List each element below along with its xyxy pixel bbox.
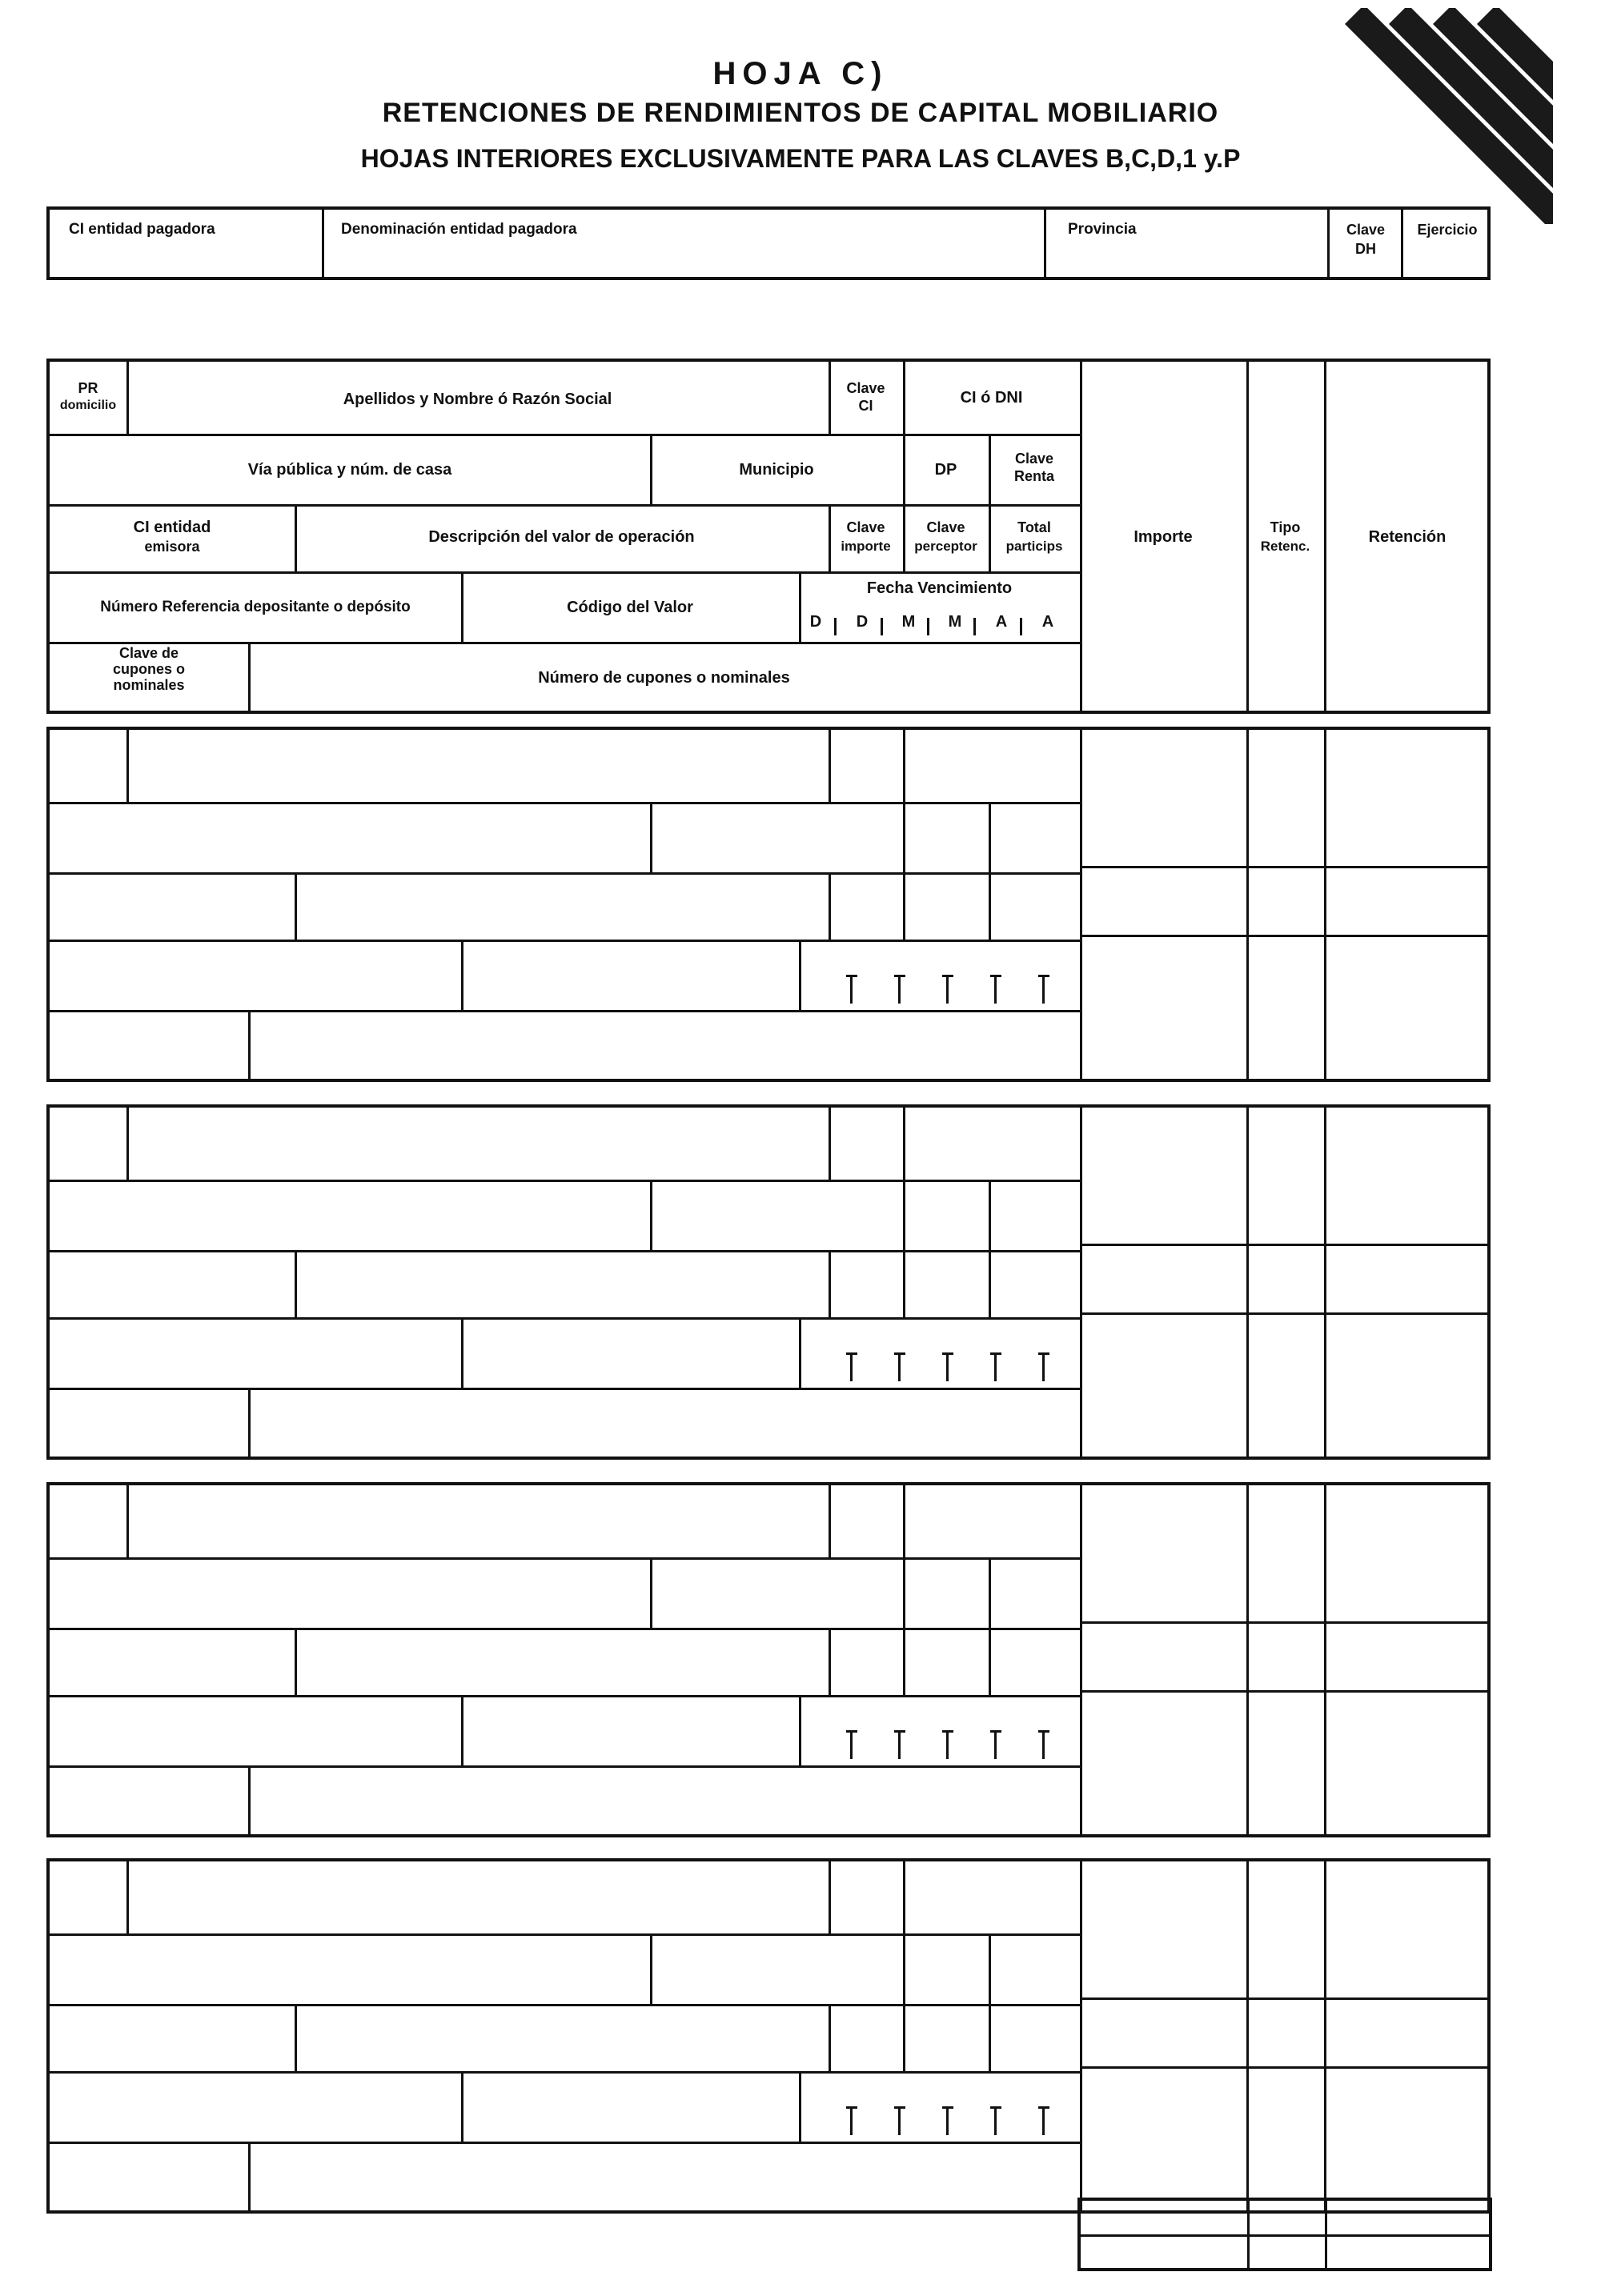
grid-line-vertical bbox=[650, 1933, 652, 2004]
numero-referencia-label: Número Referencia depositante o depósito bbox=[100, 599, 411, 615]
date-tick bbox=[946, 975, 949, 1004]
grid-line-vertical bbox=[461, 2071, 463, 2142]
clave-cupones-label-2: cupones o bbox=[112, 661, 185, 677]
grid-line-vertical bbox=[903, 1180, 905, 1250]
date-tick bbox=[850, 975, 853, 1004]
form-title: HOJA C) bbox=[712, 56, 889, 91]
grid-line-vertical bbox=[1246, 1108, 1249, 1460]
grid-line-vertical bbox=[829, 1485, 831, 1557]
grid-line-vertical bbox=[903, 1485, 905, 1557]
grid-line-vertical bbox=[903, 1628, 905, 1695]
grid-line-vertical bbox=[903, 872, 905, 940]
grid-line-vertical bbox=[989, 802, 991, 872]
date-letter-d2: D bbox=[856, 613, 869, 631]
grid-line-horizontal bbox=[50, 802, 1080, 804]
grid-line-vertical bbox=[295, 1628, 297, 1695]
grid-line-vertical bbox=[903, 1933, 905, 2004]
grid-line-vertical bbox=[650, 1557, 652, 1628]
grid-line-vertical bbox=[1080, 1485, 1082, 1837]
date-tick bbox=[994, 975, 997, 1004]
grid-line-vertical bbox=[126, 1861, 129, 1933]
grid-line-vertical bbox=[799, 2071, 801, 2142]
grid-line-horizontal bbox=[1080, 2066, 1491, 2069]
dp-label: DP bbox=[934, 461, 957, 479]
grid-line-horizontal bbox=[50, 1250, 1080, 1252]
municipio-label: Municipio bbox=[739, 461, 814, 479]
grid-line-vertical bbox=[829, 872, 831, 940]
grid-line-vertical bbox=[1246, 1861, 1249, 2214]
date-tick bbox=[850, 1352, 853, 1381]
grid-line-horizontal bbox=[50, 940, 1080, 942]
clave-dh-label-1: Clave bbox=[1346, 222, 1386, 238]
via-publica-label: Vía pública y núm. de casa bbox=[247, 461, 452, 479]
codigo-valor-label: Código del Valor bbox=[567, 599, 693, 616]
grid-line-vertical bbox=[1080, 1861, 1082, 2214]
date-tick bbox=[898, 1730, 901, 1759]
grid-line-horizontal bbox=[50, 1557, 1080, 1560]
grid-line-vertical bbox=[295, 872, 297, 940]
grid-line-horizontal bbox=[50, 1628, 1080, 1630]
grid-line-horizontal bbox=[1080, 866, 1491, 868]
grid-line-horizontal bbox=[1080, 1690, 1491, 1693]
tipo-label-1: Tipo bbox=[1270, 519, 1301, 535]
form-instruction: HOJAS INTERIORES EXCLUSIVAMENTE PARA LAS CLAVES B,C,D,1 y.P bbox=[360, 144, 1241, 173]
grid-line-horizontal bbox=[1080, 1244, 1491, 1246]
date-tick bbox=[1042, 1352, 1045, 1381]
ci-emisora-label-2: emisora bbox=[144, 539, 200, 555]
total-label-1: Total bbox=[1017, 519, 1051, 535]
grid-line-vertical bbox=[1324, 1861, 1326, 2214]
grid-line-vertical bbox=[989, 872, 991, 940]
grid-line-horizontal bbox=[50, 2004, 1080, 2006]
date-tick bbox=[898, 2106, 901, 2135]
grid-line-vertical bbox=[799, 940, 801, 1010]
date-tick bbox=[1042, 975, 1045, 1004]
grid-line-vertical bbox=[903, 1861, 905, 1933]
payer-header-box bbox=[46, 206, 1491, 280]
grid-line-vertical bbox=[989, 1628, 991, 1695]
date-tick bbox=[946, 1730, 949, 1759]
clave-renta-label-2: Renta bbox=[1013, 468, 1054, 484]
grid-line-vertical bbox=[126, 1108, 129, 1180]
grid-line-vertical bbox=[248, 1388, 251, 1460]
grid-line-horizontal bbox=[1080, 1997, 1491, 2000]
date-letters bbox=[804, 613, 1076, 635]
importe-label: Importe bbox=[1134, 528, 1193, 546]
date-tick bbox=[946, 1352, 949, 1381]
grid-line-vertical bbox=[1246, 1485, 1249, 1837]
form-subtitle: RETENCIONES DE RENDIMIENTOS DE CAPITAL MOBILIARIO bbox=[382, 98, 1219, 128]
grid-line-vertical bbox=[248, 1765, 251, 1837]
clave-cupones-label-3: nominales bbox=[113, 677, 185, 693]
clave-renta-label-1: Clave bbox=[1014, 451, 1054, 467]
date-tick bbox=[994, 2106, 997, 2135]
grid-line-vertical bbox=[903, 802, 905, 872]
date-tick bbox=[850, 1730, 853, 1759]
grid-line-vertical bbox=[295, 2004, 297, 2071]
pr-label-2: domicilio bbox=[59, 399, 117, 412]
grid-line-horizontal bbox=[50, 1317, 1080, 1320]
grid-line-vertical bbox=[829, 2004, 831, 2071]
total-label-2: particips bbox=[1005, 539, 1063, 554]
grid-line-vertical bbox=[829, 1628, 831, 1695]
grid-line-vertical bbox=[1080, 1108, 1082, 1460]
date-tick bbox=[850, 2106, 853, 2135]
grid-line-horizontal bbox=[50, 2071, 1080, 2074]
totals-box bbox=[1077, 2198, 1492, 2271]
date-tick bbox=[1042, 2106, 1045, 2135]
grid-line-horizontal bbox=[1080, 1312, 1491, 1315]
clave-ci-label-2: CI bbox=[858, 398, 873, 414]
grid-line-vertical bbox=[1246, 730, 1249, 1082]
date-tick bbox=[994, 1730, 997, 1759]
grid-line-horizontal bbox=[50, 1010, 1080, 1012]
record-block[interactable] bbox=[46, 727, 1491, 1082]
grid-line-vertical bbox=[829, 1108, 831, 1180]
ci-dni-label: CI ó DNI bbox=[960, 389, 1023, 407]
pr-label-1: PR bbox=[78, 380, 98, 396]
date-letter-a2: A bbox=[1041, 613, 1054, 631]
ejercicio-label: Ejercicio bbox=[1417, 222, 1478, 238]
clave-importe-label-2: importe bbox=[841, 539, 891, 554]
grid-line-horizontal bbox=[50, 872, 1080, 875]
numero-cupones-label: Número de cupones o nominales bbox=[538, 669, 790, 687]
record-block[interactable] bbox=[46, 1482, 1491, 1837]
grid-line-vertical bbox=[989, 1250, 991, 1317]
grid-line-vertical bbox=[903, 2004, 905, 2071]
grid-line-vertical bbox=[126, 1485, 129, 1557]
denominacion-label: Denominación entidad pagadora bbox=[341, 221, 577, 238]
provincia-label: Provincia bbox=[1068, 221, 1137, 238]
date-tick bbox=[946, 2106, 949, 2135]
descripcion-label: Descripción del valor de operación bbox=[428, 528, 695, 546]
grid-line-vertical bbox=[1324, 1485, 1326, 1837]
grid-line-vertical bbox=[989, 1933, 991, 2004]
grid-line-vertical bbox=[461, 940, 463, 1010]
grid-line-vertical bbox=[1324, 1108, 1326, 1460]
clave-perceptor-label-1: Clave bbox=[926, 519, 965, 535]
grid-line-vertical bbox=[903, 1108, 905, 1180]
tipo-label-2: Retenc. bbox=[1260, 539, 1310, 554]
grid-line-horizontal bbox=[50, 2142, 1080, 2144]
grid-line-horizontal bbox=[50, 1180, 1080, 1182]
date-letter-a1: A bbox=[995, 613, 1008, 631]
grid-line-vertical bbox=[903, 1250, 905, 1317]
date-letter-m2: M bbox=[948, 613, 962, 631]
grid-line-vertical bbox=[295, 1250, 297, 1317]
ci-emisora-label-1: CI entidad bbox=[133, 519, 211, 536]
grid-line-vertical bbox=[248, 2142, 251, 2214]
date-tick bbox=[898, 975, 901, 1004]
record-block[interactable] bbox=[46, 1858, 1491, 2214]
column-header-box bbox=[46, 359, 1491, 714]
grid-line-vertical bbox=[461, 1317, 463, 1388]
grid-line-vertical bbox=[650, 802, 652, 872]
grid-line-vertical bbox=[903, 730, 905, 802]
retencion-label: Retención bbox=[1368, 528, 1447, 546]
clave-ci-label-1: Clave bbox=[846, 380, 885, 396]
grid-line-vertical bbox=[248, 1010, 251, 1082]
grid-line-horizontal bbox=[1080, 1621, 1491, 1624]
clave-importe-label-1: Clave bbox=[846, 519, 885, 535]
date-letter-m1: M bbox=[901, 613, 916, 631]
grid-line-vertical bbox=[829, 730, 831, 802]
date-tick bbox=[898, 1352, 901, 1381]
grid-line-vertical bbox=[903, 1557, 905, 1628]
grid-line-vertical bbox=[650, 1180, 652, 1250]
clave-cupones-label-1: Clave de bbox=[118, 645, 179, 661]
date-tick bbox=[1042, 1730, 1045, 1759]
apellidos-label: Apellidos y Nombre ó Razón Social bbox=[343, 391, 612, 408]
grid-line-vertical bbox=[799, 1695, 801, 1765]
grid-line-horizontal bbox=[50, 1765, 1080, 1768]
grid-line-vertical bbox=[989, 2004, 991, 2071]
grid-line-vertical bbox=[989, 1180, 991, 1250]
grid-line-vertical bbox=[829, 1250, 831, 1317]
grid-line-vertical bbox=[989, 1557, 991, 1628]
grid-line-vertical bbox=[126, 730, 129, 802]
grid-line-vertical bbox=[829, 1861, 831, 1933]
ci-entidad-pagadora-label: CI entidad pagadora bbox=[69, 221, 215, 238]
date-tick bbox=[994, 1352, 997, 1381]
grid-line-horizontal bbox=[1080, 935, 1491, 937]
fecha-vencimiento-label: Fecha Vencimiento bbox=[866, 579, 1013, 597]
date-letter-d1: D bbox=[809, 613, 822, 631]
grid-line-horizontal bbox=[50, 1388, 1080, 1390]
grid-line-horizontal bbox=[50, 1695, 1080, 1697]
clave-perceptor-label-2: perceptor bbox=[914, 539, 977, 554]
grid-line-horizontal bbox=[50, 1933, 1080, 1936]
record-block[interactable] bbox=[46, 1104, 1491, 1460]
clave-dh-label-2: DH bbox=[1355, 241, 1376, 257]
grid-line-vertical bbox=[799, 1317, 801, 1388]
grid-line-vertical bbox=[1080, 730, 1082, 1082]
grid-line-vertical bbox=[1324, 730, 1326, 1082]
grid-line-vertical bbox=[461, 1695, 463, 1765]
